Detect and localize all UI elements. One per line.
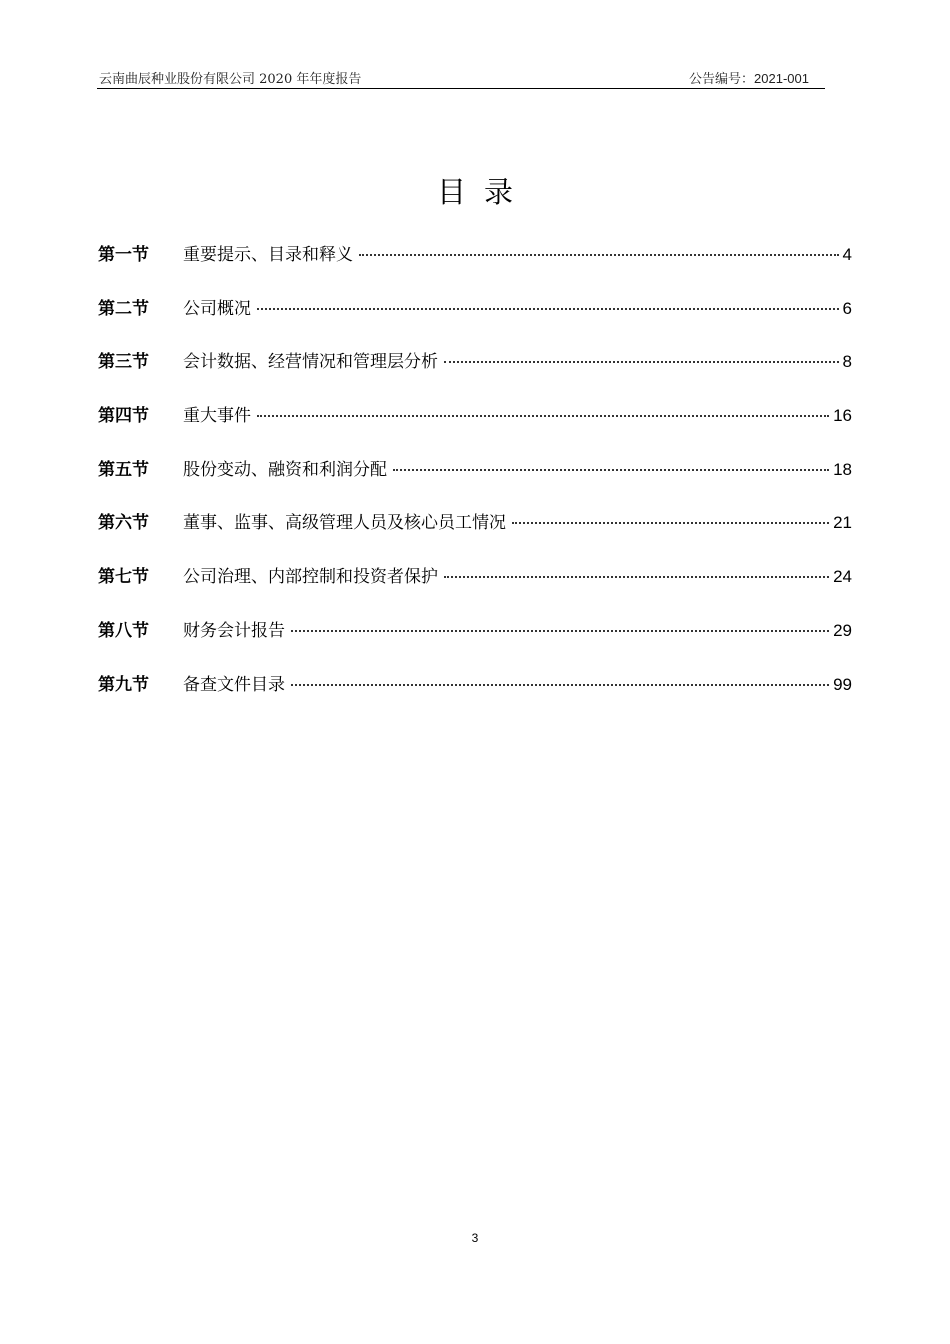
toc-entry[interactable]	[98, 401, 852, 455]
toc-section-number: 第一节	[98, 245, 149, 265]
toc-page-number: 18	[833, 459, 852, 479]
toc-page-number: 99	[833, 674, 852, 694]
toc-page-number: 8	[842, 352, 852, 372]
toc-section-number: 第四节	[98, 406, 149, 427]
toc-section-number: 第七节	[98, 567, 149, 588]
toc-section-number: 第三节	[98, 352, 149, 373]
table-of-contents	[98, 240, 852, 723]
toc-leader-dots	[512, 522, 829, 524]
toc-section-number: 第八节	[98, 620, 149, 641]
toc-section-number: 第六节	[98, 513, 149, 534]
toc-entry[interactable]	[98, 616, 852, 670]
toc-entry[interactable]	[98, 670, 852, 724]
toc-entry[interactable]	[98, 347, 852, 401]
toc-entry[interactable]	[98, 455, 852, 509]
toc-section-number: 第二节	[98, 298, 149, 319]
toc-page-number: 21	[833, 513, 852, 533]
toc-section-number: 第五节	[98, 459, 149, 480]
toc-leader-dots	[359, 254, 839, 256]
toc-page-number: 24	[833, 567, 852, 587]
toc-section-name: 备查文件目录	[183, 674, 285, 695]
toc-leader-dots	[444, 361, 839, 363]
page-header	[97, 66, 825, 89]
toc-entry[interactable]	[98, 508, 852, 562]
toc-section-name: 会计数据、经营情况和管理层分析	[183, 352, 438, 373]
toc-leader-dots	[291, 630, 829, 632]
toc-page-number: 6	[842, 298, 852, 318]
toc-leader-dots	[257, 415, 829, 417]
toc-leader-dots	[393, 469, 829, 471]
toc-section-name: 重大事件	[183, 406, 251, 427]
toc-leader-dots	[291, 684, 829, 686]
page-number: 3	[471, 1231, 479, 1245]
announcement-number: 公告编号：2021-001	[689, 71, 809, 86]
toc-section-name: 公司治理、内部控制和投资者保护	[183, 567, 438, 588]
toc-entry[interactable]	[98, 294, 852, 348]
toc-section-name: 股份变动、融资和利润分配	[183, 459, 387, 480]
toc-section-name: 财务会计报告	[183, 620, 285, 641]
toc-section-number: 第九节	[98, 674, 149, 695]
toc-entry[interactable]	[98, 562, 852, 616]
toc-page-number: 4	[842, 245, 852, 264]
toc-page-number: 29	[833, 620, 852, 640]
toc-leader-dots	[444, 576, 829, 578]
toc-page-number: 16	[833, 406, 852, 426]
toc-section-name: 董事、监事、高级管理人员及核心员工情况	[183, 513, 506, 534]
toc-heading: 目录	[436, 175, 531, 209]
toc-entry[interactable]	[98, 240, 852, 294]
toc-section-name: 公司概况	[183, 298, 251, 319]
toc-leader-dots	[257, 308, 839, 310]
toc-section-name: 重要提示、目录和释义	[183, 245, 353, 265]
report-title: 云南曲辰种业股份有限公司 2020 年年度报告	[99, 72, 362, 87]
